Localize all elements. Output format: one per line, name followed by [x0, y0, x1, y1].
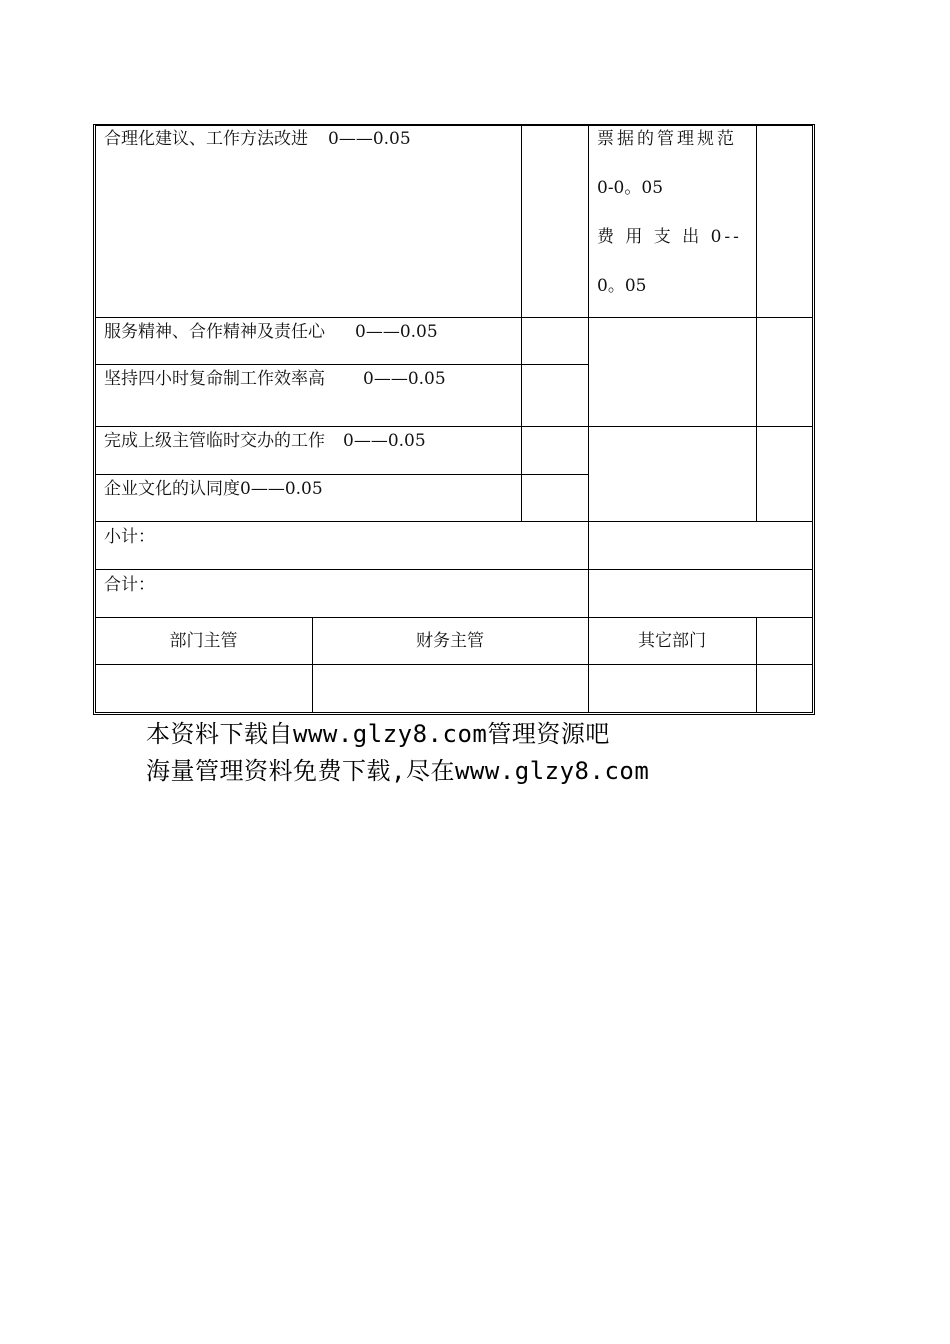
row-divider: [95, 317, 813, 318]
criterion-range: 0——0.05: [343, 431, 426, 451]
criterion-row: [104, 128, 411, 150]
criterion-label: 企业文化的认同度: [104, 479, 240, 499]
criterion-label: 合理化建议、工作方法改进: [104, 129, 308, 149]
row-divider: [95, 617, 813, 618]
column-divider: [756, 617, 757, 713]
criterion-label: 服务精神、合作精神及责任心: [104, 322, 325, 342]
side-note-line: 费 用 支 出 0--: [597, 227, 742, 247]
criterion-label: 坚持四小时复命制工作效率高: [104, 369, 325, 389]
column-divider: [521, 125, 522, 521]
row-divider: [95, 426, 813, 427]
row-divider: [95, 569, 813, 570]
row-divider: [95, 664, 813, 665]
side-note: [597, 128, 749, 297]
dept-head-label: 部门主管: [169, 631, 238, 651]
criterion-row: [104, 321, 438, 343]
other-dept-label: 其它部门: [638, 631, 706, 651]
criterion-row: [104, 478, 323, 500]
side-note-line: 票据的管理规范: [597, 129, 737, 149]
side-note-line: 0。05: [597, 276, 647, 296]
footer-line: 海量管理资料免费下载,尽在www.glzy8.com: [146, 757, 650, 785]
row-divider: [95, 521, 813, 522]
criterion-row: [104, 430, 426, 452]
criterion-row: [104, 368, 446, 390]
column-divider: [756, 125, 757, 521]
finance-head-label: 财务主管: [416, 631, 484, 651]
subtotal-label: 小计：: [104, 527, 155, 547]
footer-line: 本资料下载自www.glzy8.com管理资源吧: [146, 720, 610, 748]
criterion-range: 0——0.05: [240, 479, 323, 499]
row-divider: [95, 474, 588, 475]
criterion-range: 0——0.05: [328, 129, 411, 149]
criterion-range: 0——0.05: [363, 369, 446, 389]
side-note-line: 0-0。05: [597, 178, 664, 198]
row-divider: [95, 364, 588, 365]
criterion-range: 0——0.05: [355, 322, 438, 342]
criterion-label: 完成上级主管临时交办的工作: [104, 431, 325, 451]
column-divider: [588, 125, 589, 713]
total-label: 合计：: [104, 575, 155, 595]
